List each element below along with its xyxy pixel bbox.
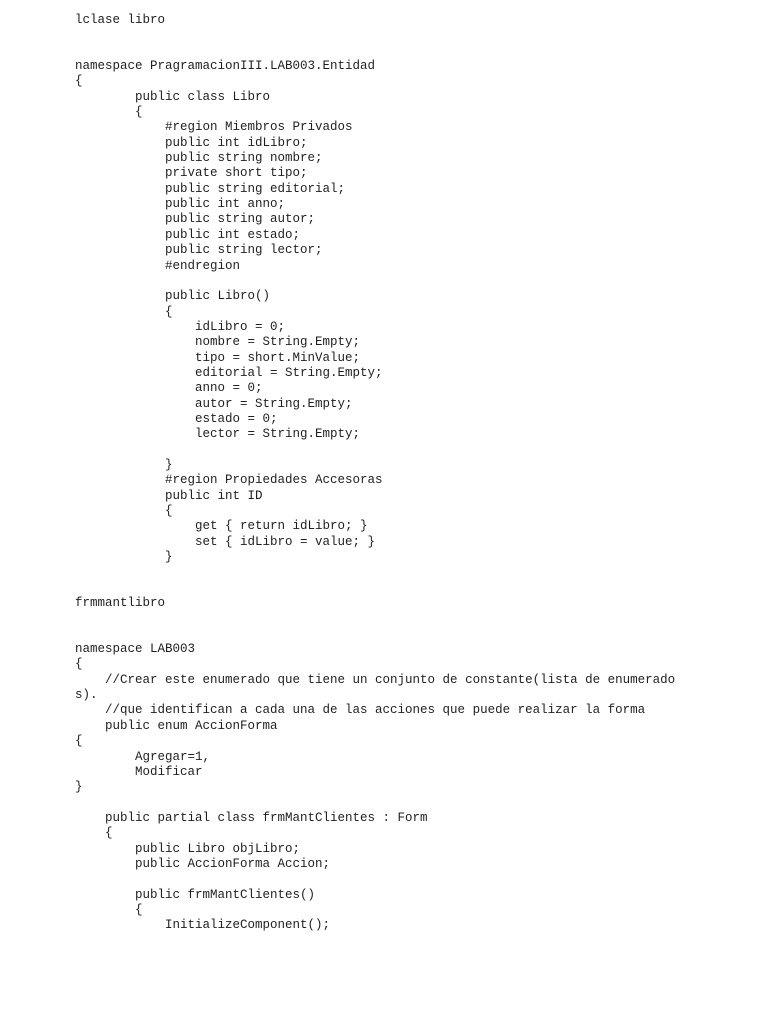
code-line — [75, 796, 675, 811]
code-line: { — [75, 304, 173, 319]
code-line: } — [75, 780, 83, 795]
code-line: public AccionForma Accion; — [75, 856, 331, 871]
code-line: s). — [75, 688, 98, 703]
code-line: public enum AccionForma — [75, 718, 278, 733]
code-line — [75, 611, 675, 626]
code-line: InitializeComponent(); — [75, 918, 331, 933]
code-line — [75, 627, 675, 642]
code-line: public string nombre; — [75, 151, 323, 166]
code-line — [75, 443, 675, 458]
code-line: tipo = short.MinValue; — [75, 350, 361, 365]
code-line: editorial = String.Empty; — [75, 365, 383, 380]
code-line — [75, 581, 675, 596]
code-line: public int idLibro; — [75, 135, 308, 150]
code-line: public string editorial; — [75, 181, 346, 196]
code-line: private short tipo; — [75, 166, 308, 181]
code-line: { — [75, 902, 143, 917]
code-line — [75, 44, 675, 59]
code-line: anno = 0; — [75, 381, 263, 396]
code-line: public Libro objLibro; — [75, 841, 301, 856]
code-line: #endregion — [75, 258, 241, 273]
code-line: Agregar=1, — [75, 749, 211, 764]
code-line: Modificar — [75, 764, 203, 779]
code-line: estado = 0; — [75, 411, 278, 426]
code-line: { — [75, 826, 113, 841]
code-line: autor = String.Empty; — [75, 396, 353, 411]
code-line: { — [75, 734, 83, 749]
code-line: set { idLibro = value; } — [75, 534, 376, 549]
code-line: public string autor; — [75, 212, 316, 227]
code-line: { — [75, 74, 83, 89]
code-line: namespace LAB003 — [75, 642, 196, 657]
code-line — [75, 28, 675, 43]
code-line: //que identifican a cada una de las acciones que puede realizar la forma — [75, 703, 646, 718]
code-line: get { return idLibro; } — [75, 519, 368, 534]
code-line: public string lector; — [75, 243, 323, 258]
code-line: } — [75, 550, 173, 565]
code-listing — [75, 13, 675, 934]
code-line: lector = String.Empty; — [75, 427, 361, 442]
code-line: idLibro = 0; — [75, 319, 286, 334]
code-line: { — [75, 657, 83, 672]
code-line: { — [75, 105, 143, 120]
code-line: { — [75, 504, 173, 518]
code-line — [75, 565, 675, 580]
code-line: nombre = String.Empty; — [75, 335, 361, 350]
code-line: #region Miembros Privados — [75, 120, 353, 135]
code-line: public Libro() — [75, 289, 271, 304]
code-line: namespace PragramacionIII.LAB003.Entidad — [75, 59, 376, 74]
code-line: lclase libro — [75, 13, 166, 27]
code-line: public class Libro — [75, 89, 271, 104]
code-line — [75, 872, 675, 887]
code-line: public frmMantClientes() — [75, 887, 316, 902]
code-line: //Crear este enumerado que tiene un conjunto de constante(lista de enumerado — [75, 672, 676, 687]
code-line: } — [75, 457, 173, 472]
code-line — [75, 274, 675, 289]
code-line: #region Propiedades Accesoras — [75, 473, 383, 488]
code-line: public int ID — [75, 488, 263, 503]
code-line: public int anno; — [75, 197, 286, 212]
code-line: frmmantlibro — [75, 596, 166, 611]
code-line: public partial class frmMantClientes : Form — [75, 810, 428, 825]
code-line: public int estado; — [75, 227, 301, 242]
